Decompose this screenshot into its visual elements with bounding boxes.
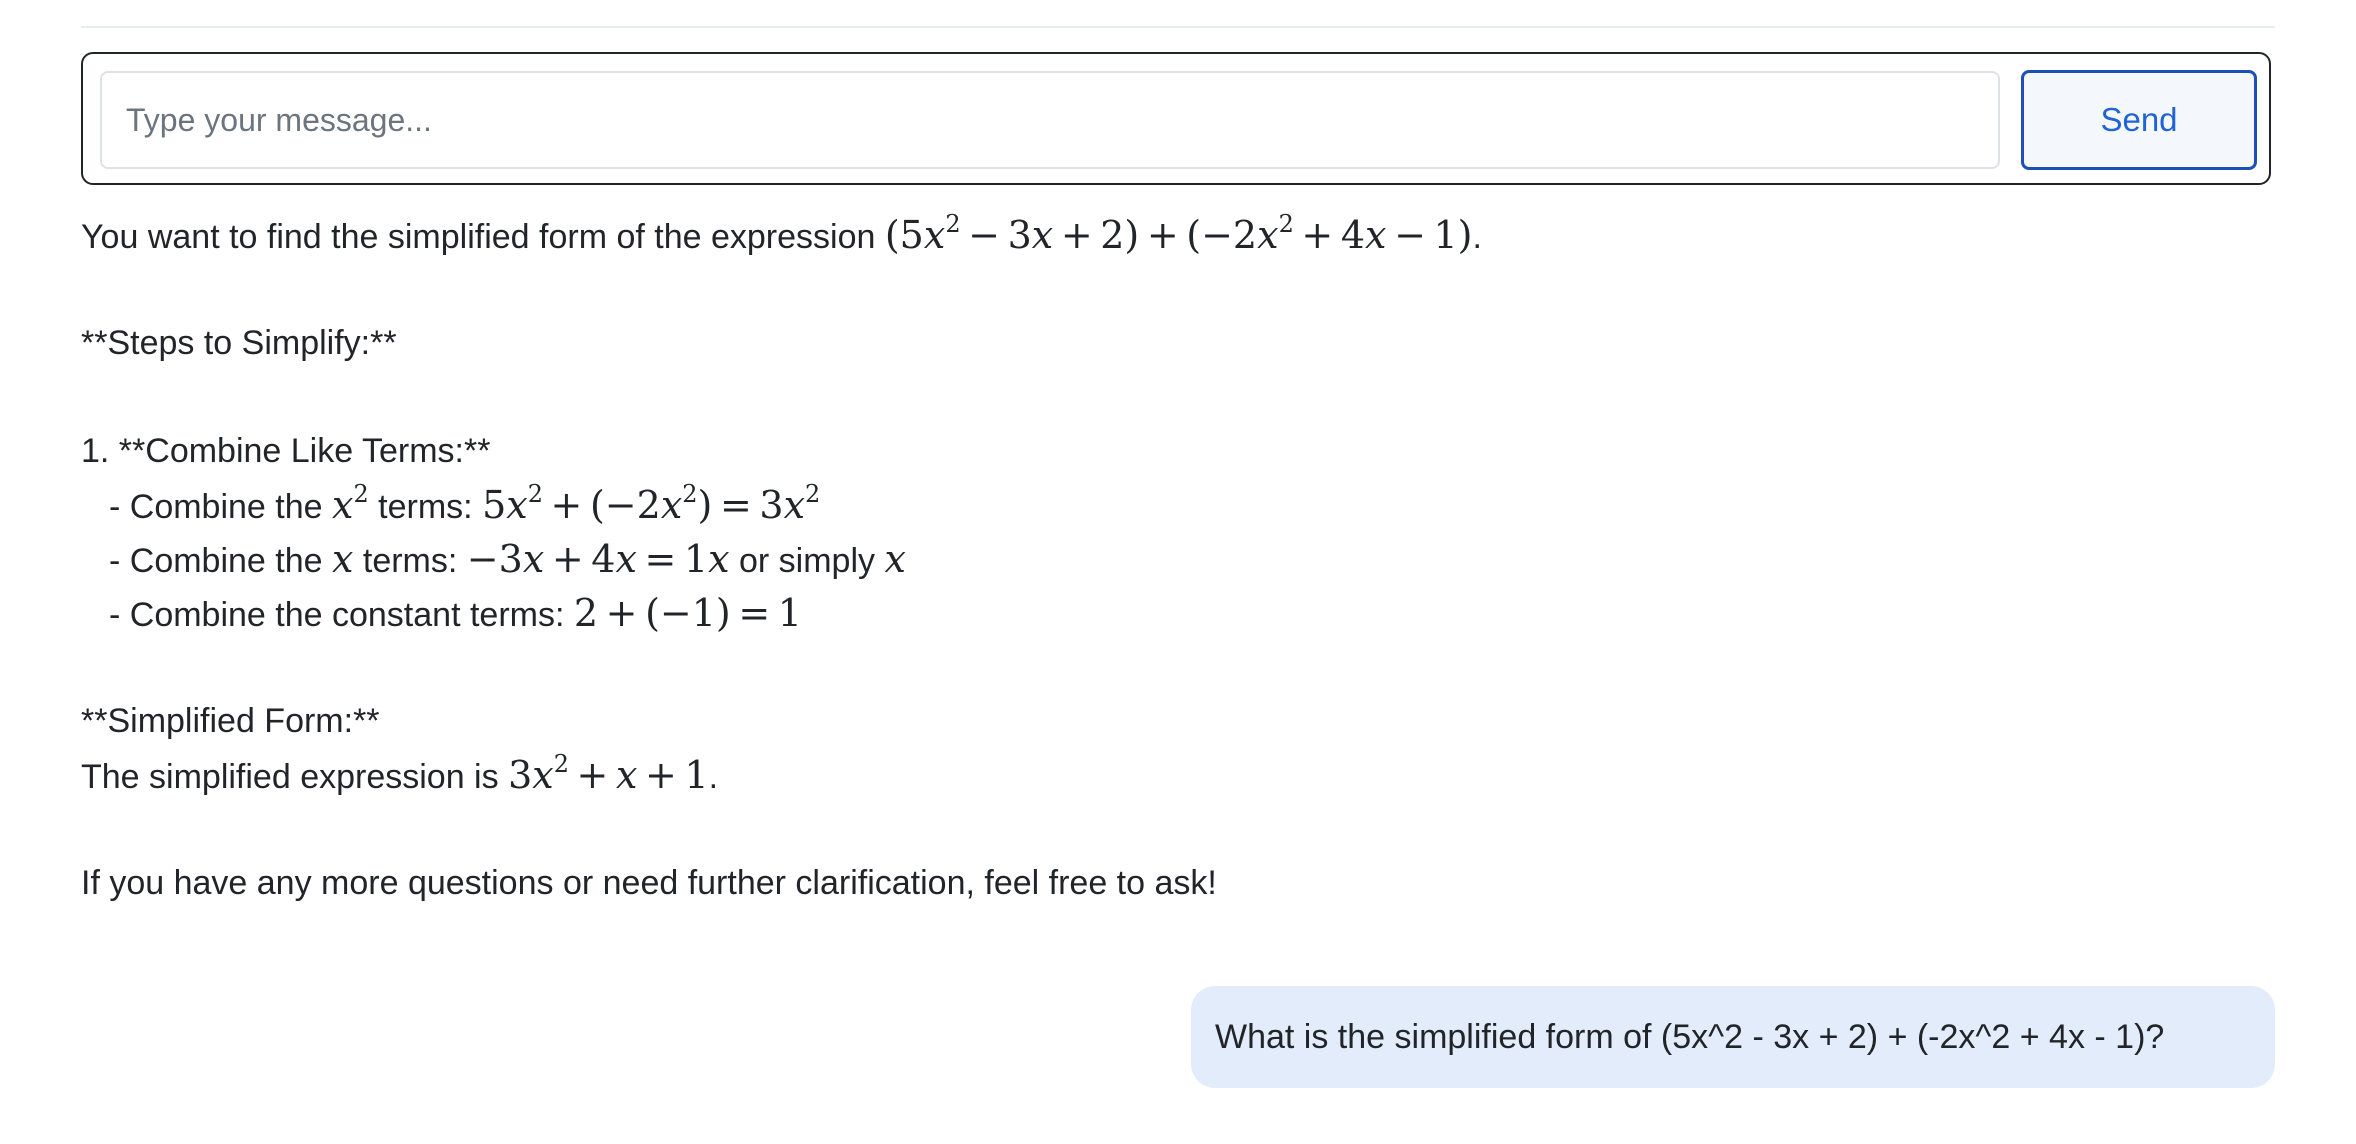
math-expression: −3x + 4x = 1x [466,537,730,581]
math-expression: $(5x^2 - 3x + 2) + (-2x^2 + 4x - 1)$ [884,210,1473,257]
math-expression: $3x^2 + x + 1$ [508,750,709,797]
assistant-message [81,208,2275,910]
simplified-heading: **Simplified Form:** [81,702,380,740]
step1-heading: 1. **Combine Like Terms:** [81,432,491,470]
bullet-x: - Combine the x terms: −3x + 4x = 1x or simply x [109,537,906,581]
send-button[interactable]: Send [2021,70,2257,170]
top-divider [81,26,2275,28]
intro-line: You want to find the simplified form of the expression $(5x^2 - 3x + 2) + (-2x^2 + 4x - 1)$. [81,210,1482,257]
message-input[interactable] [100,71,2000,169]
bullet-constant: - Combine the constant terms: 2 + (−1) = 1 [109,591,802,635]
math-expression: 2 + (−1) = 1 [573,591,802,635]
bullet-x-squared: - Combine the $x^2$ terms: $5x^2 + (-2x^2) = 3x^2$ [109,480,821,527]
math-expression: $x^2$ [332,480,369,527]
math-expression: x [884,537,906,581]
user-message-text: What is the simplified form of (5x^2 - 3x + 2) + (-2x^2 + 4x - 1)? [1215,1017,2165,1056]
closing-line: If you have any more questions or need further clarification, feel free to ask! [81,864,1217,902]
steps-heading: **Steps to Simplify:** [81,324,397,362]
math-expression: $5x^2 + (-2x^2) = 3x^2$ [482,480,821,527]
user-message [1191,986,2275,1088]
message-composer [81,52,2271,185]
simplified-line: The simplified expression is $3x^2 + x + 1$. [81,750,719,797]
math-expression: x [332,537,354,581]
